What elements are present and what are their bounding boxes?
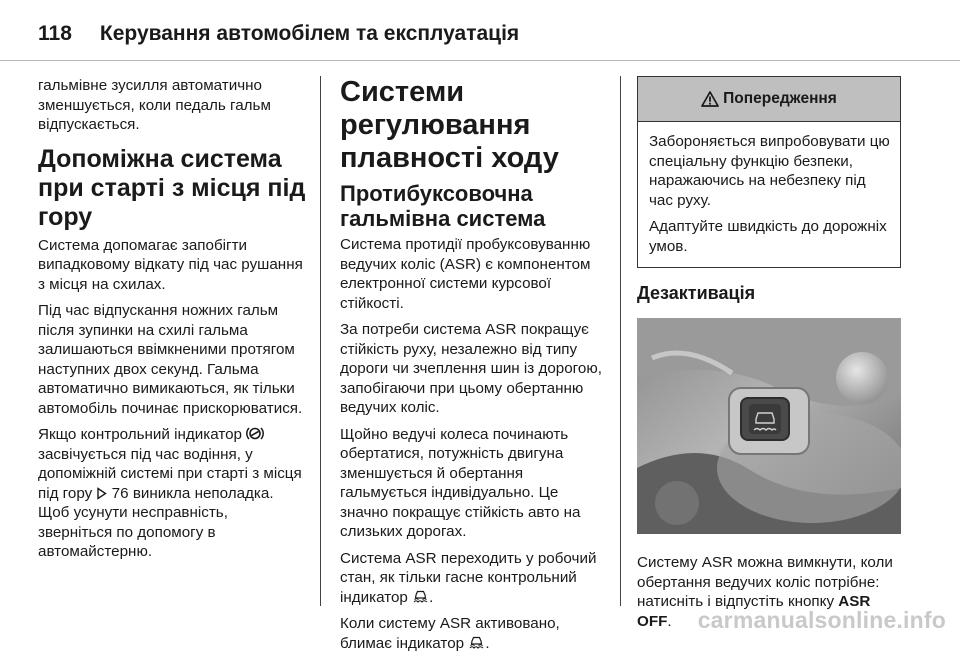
- column-3: [637, 76, 901, 638]
- warning-paragraph: Забороняється випробовувати цю спеціальну функцію безпеки, наражаючись на небезпеку під час руху.: [649, 133, 890, 209]
- header-rule: [0, 60, 960, 61]
- column-divider-2: [620, 76, 621, 606]
- intro-paragraph: гальмівне зусилля автоматично зменшується, коли педаль гальм відпускається.: [38, 77, 271, 133]
- section-heading-deactivation: Дезактивація: [637, 283, 756, 303]
- text: засвічується під час водіння, у допоміжній системі при старті з місця під гору: [38, 445, 302, 502]
- traction-control-icon: [412, 589, 429, 604]
- column-2: [340, 76, 602, 660]
- paragraph: Система допомагає запобігти випадковому відкату під час рушання з місця на схилах.: [38, 236, 303, 293]
- text: Система ASR переходить у робочий стан, як тільки гасне контрольний індикатор: [340, 549, 597, 606]
- page-header: [38, 14, 519, 54]
- paragraph: Щойно ведучі колеса починають обертатися, потужність двигуна зменшується й обертання гальмується індивідуально. Це значно покращує стійкість авто на слизьких дорогах.: [340, 425, 581, 540]
- paragraph-asr-blinking: Коли систему ASR активовано, блимає індикатор .: [340, 615, 560, 652]
- watermark: carmanualsonline.info: [697, 607, 946, 633]
- section-title-driving-control: Системи регулювання плавності ходу: [340, 76, 559, 174]
- paragraph: За потреби система ASR покращує стійкість руху, незалежно від типу дороги чи зчеплення шин із дорогою, запобігаючи при цьому обертанню ведучих коліс.: [340, 321, 602, 416]
- deactivation-paragraph: Систему ASR можна вимкнути, коли обертання ведучих коліс потрібне: натисніть і відпустіть кнопку ASR OFF.: [637, 554, 893, 630]
- warning-title: Попередження: [723, 90, 837, 107]
- warning-header: [638, 77, 900, 122]
- asr-off-button-photo: [637, 318, 901, 534]
- column-divider-1: [320, 76, 321, 606]
- paragraph-indicator: [38, 425, 306, 562]
- text: Коли систему ASR активовано, блимає індикатор: [340, 615, 560, 652]
- warning-body: [638, 122, 900, 267]
- text: Якщо контрольний індикатор: [38, 426, 242, 443]
- page-reference-arrow-icon[interactable]: [96, 487, 107, 500]
- chapter-title: Керування автомобілем та експлуатація: [99, 22, 520, 45]
- hill-start-assist-icon: [246, 426, 264, 441]
- text: виникла неполадка. Щоб усунути несправність, зверніться по допомогу в автомайстерню.: [38, 484, 274, 560]
- text: Систему ASR можна вимкнути, коли обертання ведучих коліс потрібне: натисніть і відпустіть кнопку: [637, 554, 893, 610]
- warning-paragraph: Адаптуйте швидкість до дорожніх умов.: [649, 218, 887, 255]
- subsection-title-traction-control: Протибуксовочна гальмівна система: [340, 181, 546, 231]
- page-reference[interactable]: 76: [111, 484, 129, 502]
- page-number: 118: [38, 22, 72, 45]
- paragraph-asr-indicator: Система ASR переходить у робочий стан, як тільки гасне контрольний індикатор .: [340, 549, 597, 606]
- warning-triangle-icon: [701, 91, 719, 107]
- asr-off-button-label: ASR OFF: [637, 593, 871, 630]
- traction-control-icon: [468, 635, 485, 650]
- paragraph: Під час відпускання ножних гальм після зупинки на схилі гальма залишаються ввімкненими протягом наступних двох секунд. Гальма автоматично вимикаються, як тільки автомобіль починає прискорюватися.: [38, 302, 303, 417]
- column-1: [38, 76, 306, 569]
- paragraph: Система протидії пробуксовуванню ведучих коліс (ASR) є компонентом електронної системи курсової стійкості.: [340, 236, 591, 312]
- warning-box: [637, 76, 901, 268]
- section-heading-hill-start: Допоміжна система при старті з місця під гору: [38, 144, 306, 231]
